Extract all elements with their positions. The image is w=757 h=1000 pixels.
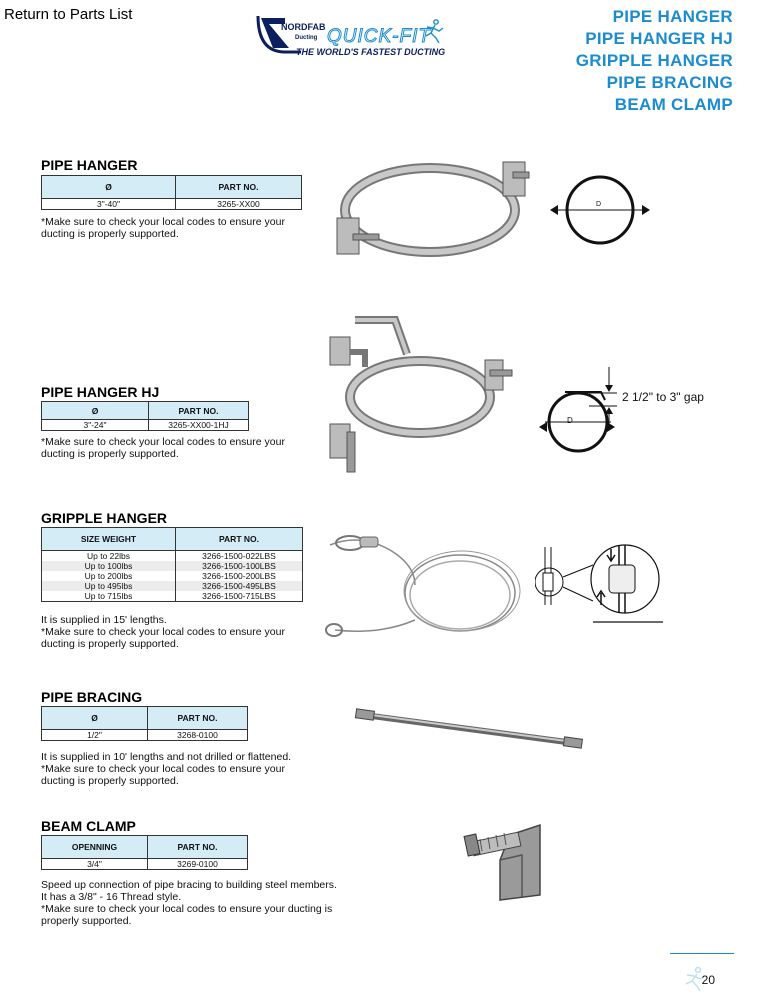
table-header: PART NO.: [176, 528, 303, 551]
pipe-hanger-hj-note: [41, 436, 285, 460]
pipe-hanger-note: [41, 216, 285, 240]
brand-sub: Ducting: [295, 35, 318, 41]
page-title: PIPE HANGER: [612, 7, 733, 26]
page-title-list: [576, 6, 733, 116]
table-cell: 3"-24": [42, 420, 149, 431]
table-header: PART NO.: [176, 176, 302, 199]
note-line: *Make sure to check your local codes to ensure your: [41, 436, 285, 448]
pipe-hanger-hj-diagram: [535, 365, 715, 455]
pipe-hanger-image: [325, 150, 540, 280]
pipe-hanger-table: [41, 175, 302, 210]
page-title: PIPE HANGER HJ: [585, 29, 733, 48]
note-line: It has a 3/8" - 16 Thread style.: [41, 891, 182, 903]
table-cell: Up to 100lbs: [42, 561, 176, 571]
note-line: *Make sure to check your local codes to ensure your: [41, 626, 285, 638]
gripple-hanger-diagram: [535, 535, 665, 625]
table-row: [42, 730, 248, 741]
note-line: *Make sure to check your local codes to ensure your: [41, 763, 285, 775]
table-cell: Up to 200lbs: [42, 571, 176, 581]
gripple-hanger-note: [41, 614, 285, 650]
note-line: ducting is properly supported.: [41, 775, 179, 787]
table-row: [42, 581, 303, 591]
table-row: [42, 591, 303, 602]
quickfit-wordmark: QUICK-FIT: [327, 26, 431, 47]
gap-label: 2 1/2" to 3" gap: [622, 390, 704, 404]
pipe-bracing-table: [41, 706, 248, 741]
diameter-label: D: [596, 201, 602, 208]
note-line: It is supplied in 15' lengths.: [41, 614, 167, 626]
table-cell: 3265-XX00-1HJ: [149, 420, 249, 431]
note-line: ducting is properly supported.: [41, 448, 179, 460]
table-cell: 3266-1500-715LBS: [176, 591, 303, 602]
pipe-hanger-hj-table: [41, 401, 249, 431]
beam-clamp-note: [41, 879, 337, 927]
table-cell: Up to 715lbs: [42, 591, 176, 602]
table-header: Ø: [42, 402, 149, 420]
table-cell: 3266-1500-100LBS: [176, 561, 303, 571]
table-row: [42, 561, 303, 571]
table-cell: 3"-40": [42, 199, 176, 210]
table-cell: Up to 495lbs: [42, 581, 176, 591]
gripple-hanger-table: [41, 527, 303, 602]
page-number: 20: [701, 973, 715, 987]
table-cell: 3265-XX00: [176, 199, 302, 210]
pipe-hanger-diagram: [548, 175, 658, 245]
page-title: GRIPPLE HANGER: [575, 51, 733, 70]
page-title: BEAM CLAMP: [614, 95, 733, 114]
table-cell: 3/4": [42, 859, 148, 870]
logo-tagline: THE WORLD'S FASTEST DUCTING: [296, 47, 446, 57]
table-header: PART NO.: [148, 707, 248, 730]
table-header: Ø: [42, 176, 176, 199]
note-line: *Make sure to check your local codes to ensure your ducting is: [41, 903, 333, 915]
table-header: SIZE WEIGHT: [42, 528, 176, 551]
return-to-parts-list-link[interactable]: Return to Parts List: [4, 6, 133, 23]
note-line: *Make sure to check your local codes to ensure your: [41, 216, 285, 228]
table-row: [42, 199, 302, 210]
table-cell: 3266-1500-200LBS: [176, 571, 303, 581]
beam-clamp-table: [41, 835, 248, 870]
note-line: ducting is properly supported.: [41, 228, 179, 240]
pipe-hanger-hj-image: [325, 312, 515, 477]
note-line: It is supplied in 10' lengths and not drilled or flattened.: [41, 751, 292, 763]
note-line: Speed up connection of pipe bracing to building steel members.: [41, 879, 337, 891]
table-header: OPENNING: [42, 836, 148, 859]
note-line: properly supported.: [41, 915, 132, 927]
brand-name: NORDFAB: [281, 22, 326, 32]
table-header: PART NO.: [148, 836, 248, 859]
table-row: [42, 420, 249, 431]
table-row: [42, 551, 303, 562]
table-row: [42, 571, 303, 581]
pipe-bracing-title: PIPE BRACING: [41, 689, 143, 705]
note-line: ducting is properly supported.: [41, 638, 179, 650]
pipe-bracing-image: [350, 705, 590, 755]
gripple-hanger-title: GRIPPLE HANGER: [41, 510, 168, 526]
table-cell: 3268-0100: [148, 730, 248, 741]
diameter-label: D: [567, 416, 573, 425]
table-header: Ø: [42, 707, 148, 730]
gripple-hanger-image: [320, 525, 530, 645]
pipe-bracing-note: [41, 751, 291, 787]
table-cell: 3266-1500-022LBS: [176, 551, 303, 562]
beam-clamp-title: BEAM CLAMP: [41, 818, 136, 834]
table-cell: 1/2": [42, 730, 148, 741]
pipe-hanger-title: PIPE HANGER: [41, 157, 138, 173]
table-cell: 3266-1500-495LBS: [176, 581, 303, 591]
footer-divider: [670, 953, 734, 954]
table-cell: Up to 22lbs: [42, 551, 176, 562]
table-header: PART NO.: [149, 402, 249, 420]
table-row: [42, 859, 248, 870]
beam-clamp-image: [460, 815, 570, 905]
pipe-hanger-hj-title: PIPE HANGER HJ: [41, 384, 160, 400]
page-title: PIPE BRACING: [606, 73, 733, 92]
table-cell: 3269-0100: [148, 859, 248, 870]
